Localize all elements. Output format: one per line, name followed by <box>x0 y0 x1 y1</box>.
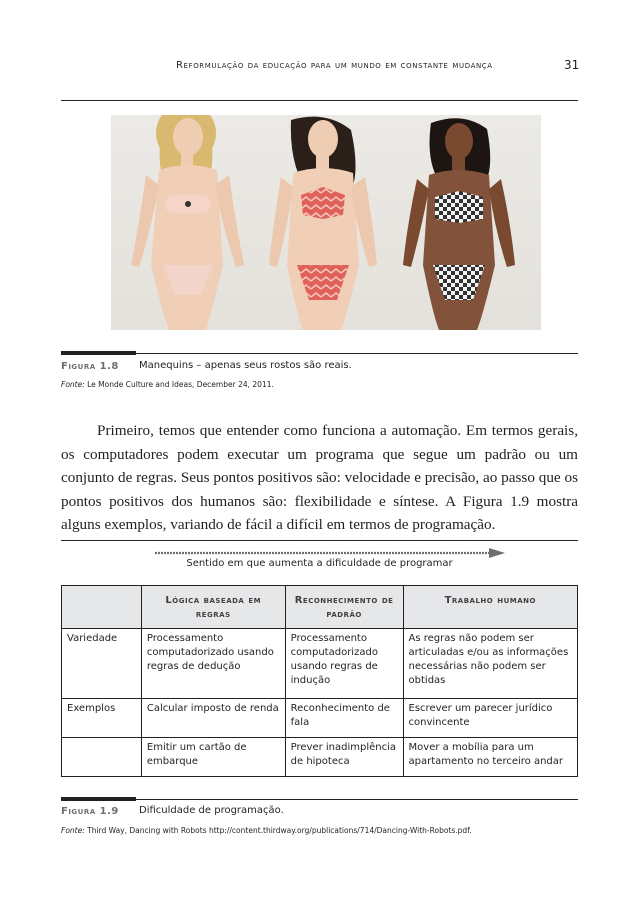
mannequins-photo <box>111 115 541 330</box>
figure-source <box>61 826 472 835</box>
caption-rule <box>136 353 578 354</box>
table-cell: Variedade <box>62 629 142 699</box>
table-cell: Prever inadimplência de hipoteca <box>285 738 403 777</box>
difficulty-table <box>61 585 578 777</box>
table-header-row <box>62 586 578 629</box>
figure-source <box>61 380 274 389</box>
source-label: Fonte: <box>61 826 85 835</box>
figure-caption: Dificuldade de programação. <box>139 805 284 816</box>
table-cell: Escrever um parecer jurídico convincente <box>403 699 577 738</box>
running-header: Reformulação da educação para um mundo em constante mudança <box>176 60 493 71</box>
table-row <box>62 699 578 738</box>
figure-top-rule <box>61 540 578 541</box>
body-paragraph: Primeiro, temos que entender como funciona a automação. Em termos gerais, os computadores podem executar um programa que segue um padrão ou um conjunto de regras. Seus pontos positivos são: velocidade e precisão, ao passo que os pontos positivos dos humanos são: flexibilidade e síntese. A Figura 1.9 mostra alguns exemplos, variando de fácil a difícil em termos de programação. <box>61 422 578 533</box>
table-header-cell: Trabalho humano <box>403 586 577 629</box>
page-number: 31 <box>564 58 580 72</box>
figure-caption: Manequins – apenas seus rostos são reais. <box>139 360 352 371</box>
direction-label: Sentido em que aumenta a dificuldade de programar <box>186 558 453 569</box>
mannequin-middle <box>269 117 377 330</box>
header-rule <box>61 100 578 101</box>
table-header-cell <box>62 586 142 629</box>
table-cell: Reconhecimento de fala <box>285 699 403 738</box>
table-cell: Calcular imposto de renda <box>141 699 285 738</box>
caption-tab <box>61 351 136 355</box>
table-row <box>62 629 578 699</box>
table-header-cell: Lógica baseada em regras <box>141 586 285 629</box>
table-cell: As regras não podem ser articuladas e/ou as informações necessárias não podem ser obtidas <box>403 629 577 699</box>
caption-rule <box>136 799 578 800</box>
figure-label: Figura 1.9 <box>61 806 119 817</box>
caption-tab <box>61 797 136 801</box>
table-cell <box>62 738 142 777</box>
mannequins-illustration <box>111 115 541 330</box>
table-cell: Emitir um cartão de embarque <box>141 738 285 777</box>
source-label: Fonte: <box>61 380 85 389</box>
table-cell: Processamento computadorizado usando regras de dedução <box>141 629 285 699</box>
table-header-cell: Reconhecimento de padrão <box>285 586 403 629</box>
figure-label: Figura 1.8 <box>61 361 119 372</box>
source-text: Le Monde Culture and Ideas, December 24, 2011. <box>84 380 274 389</box>
mannequin-right <box>403 118 515 330</box>
table-cell: Exemplos <box>62 699 142 738</box>
mannequin-left <box>131 115 244 330</box>
table-cell: Processamento computadorizado usando regras de indução <box>285 629 403 699</box>
table-cell: Mover a mobília para um apartamento no terceiro andar <box>403 738 577 777</box>
table-row <box>62 738 578 777</box>
source-text: Third Way, Dancing with Robots http://content.thirdway.org/publications/714/Dancing-With-Robots.pdf. <box>84 826 472 835</box>
